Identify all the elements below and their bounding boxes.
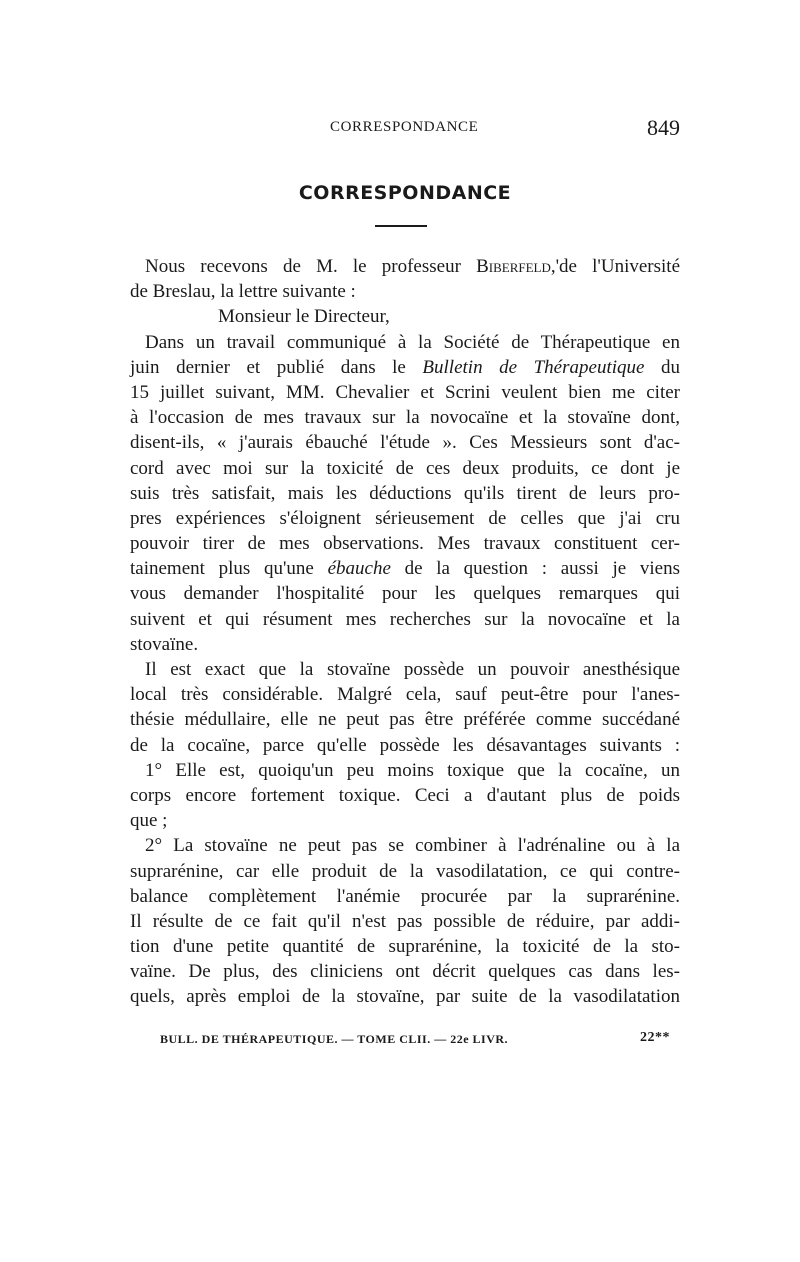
running-head (130, 117, 680, 139)
body-line: Il résulte de ce fait qu'il n'est pas possible de réduire, par addi- (130, 910, 680, 932)
body-line: Il est exact que la stovaïne possède un pouvoir anesthésique (145, 659, 680, 680)
body-line: quels, après emploi de la stovaïne, par suite de la vasodilatation (130, 986, 680, 1008)
body-line: pouvoir tirer de mes observations. Mes travaux constituent cer- (130, 533, 680, 555)
section-title: CORRESPONDANCE (298, 182, 512, 204)
body-line: stovaïne. (130, 633, 199, 655)
body-line: 15 juillet suivant, MM. Chevalier et Scrini veulent bien me citer (130, 381, 680, 403)
body-line: suivent et qui résument mes recherches sur la novocaïne et la (130, 608, 680, 630)
body-line: local très considérable. Malgré cela, sauf peut-être pour l'anes- (130, 684, 680, 706)
body-line: cord avec moi sur la toxicité de ces deux produits, ce dont je (130, 457, 680, 479)
body-line: tainement plus qu'une ébauche de la question : aussi je viens (130, 558, 680, 580)
page-footer (150, 1030, 680, 1050)
body-line: vous demander l'hospitalité pour les quelques remarques qui (130, 583, 680, 605)
body-line: corps encore fortement toxique. Ceci a d'autant plus de poids (130, 784, 680, 806)
body-line: pres expériences s'éloignent sérieusement de celles que j'ai cru (130, 507, 680, 529)
body-line: suprarénine, car elle produit de la vasodilatation, ce qui contre- (130, 860, 680, 882)
body-line: 1° Elle est, quoiqu'un peu moins toxique que la cocaïne, un (145, 759, 680, 781)
body-line: de la cocaïne, parce qu'elle possède les désavantages suivants : (130, 734, 680, 756)
signature-mark: 22** (640, 1030, 670, 1045)
body-line: tion d'une petite quantité de suprarénine, la toxicité de la sto- (130, 936, 680, 958)
body-line: balance complètement l'anémie procurée par la suprarénine. (130, 885, 680, 907)
body-line: Dans un travail communiqué à la Société de Thérapeutique en (145, 331, 680, 353)
emphasis: ébauche (327, 558, 391, 580)
author-name: Biberfeld (476, 256, 551, 277)
body-line: thésie médullaire, elle ne peut pas être préférée comme succédané (130, 709, 680, 731)
body-line: disent-ils, « j'aurais ébauché l'étude ». Ces Messieurs sont d'ac- (130, 432, 680, 454)
body-line: de Breslau, la lettre suivante : (130, 281, 356, 303)
letter-body (130, 254, 680, 1010)
title-rule (375, 225, 427, 227)
body-line: que ; (130, 810, 168, 832)
page-number: 849 (647, 115, 680, 140)
body-line: à l'occasion de mes travaux sur la novocaïne et la stovaïne dont, (130, 407, 680, 429)
journal-title: Bulletin de Thérapeutique (422, 356, 645, 378)
body-line: suis très satisfait, mais les déductions qu'ils tirent de leurs pro- (130, 482, 680, 504)
body-line: juin dernier et publié dans le Bulletin de Thérapeutique du (130, 356, 680, 378)
body-line: 2° La stovaïne ne peut pas se combiner à l'adrénaline ou à la (145, 835, 680, 857)
body-line: Nous recevons de M. le professeur Biberfeld,'de l'Université (145, 256, 680, 277)
journal-footer: BULL. DE THÉRAPEUTIQUE. — TOME CLII. — 22e LIVR. (160, 1032, 509, 1046)
salutation: Monsieur le Directeur, (218, 306, 390, 328)
running-title: CORRESPONDANCE (330, 119, 479, 135)
body-line: vaïne. De plus, des cliniciens ont décrit quelques cas dans les- (130, 961, 680, 983)
